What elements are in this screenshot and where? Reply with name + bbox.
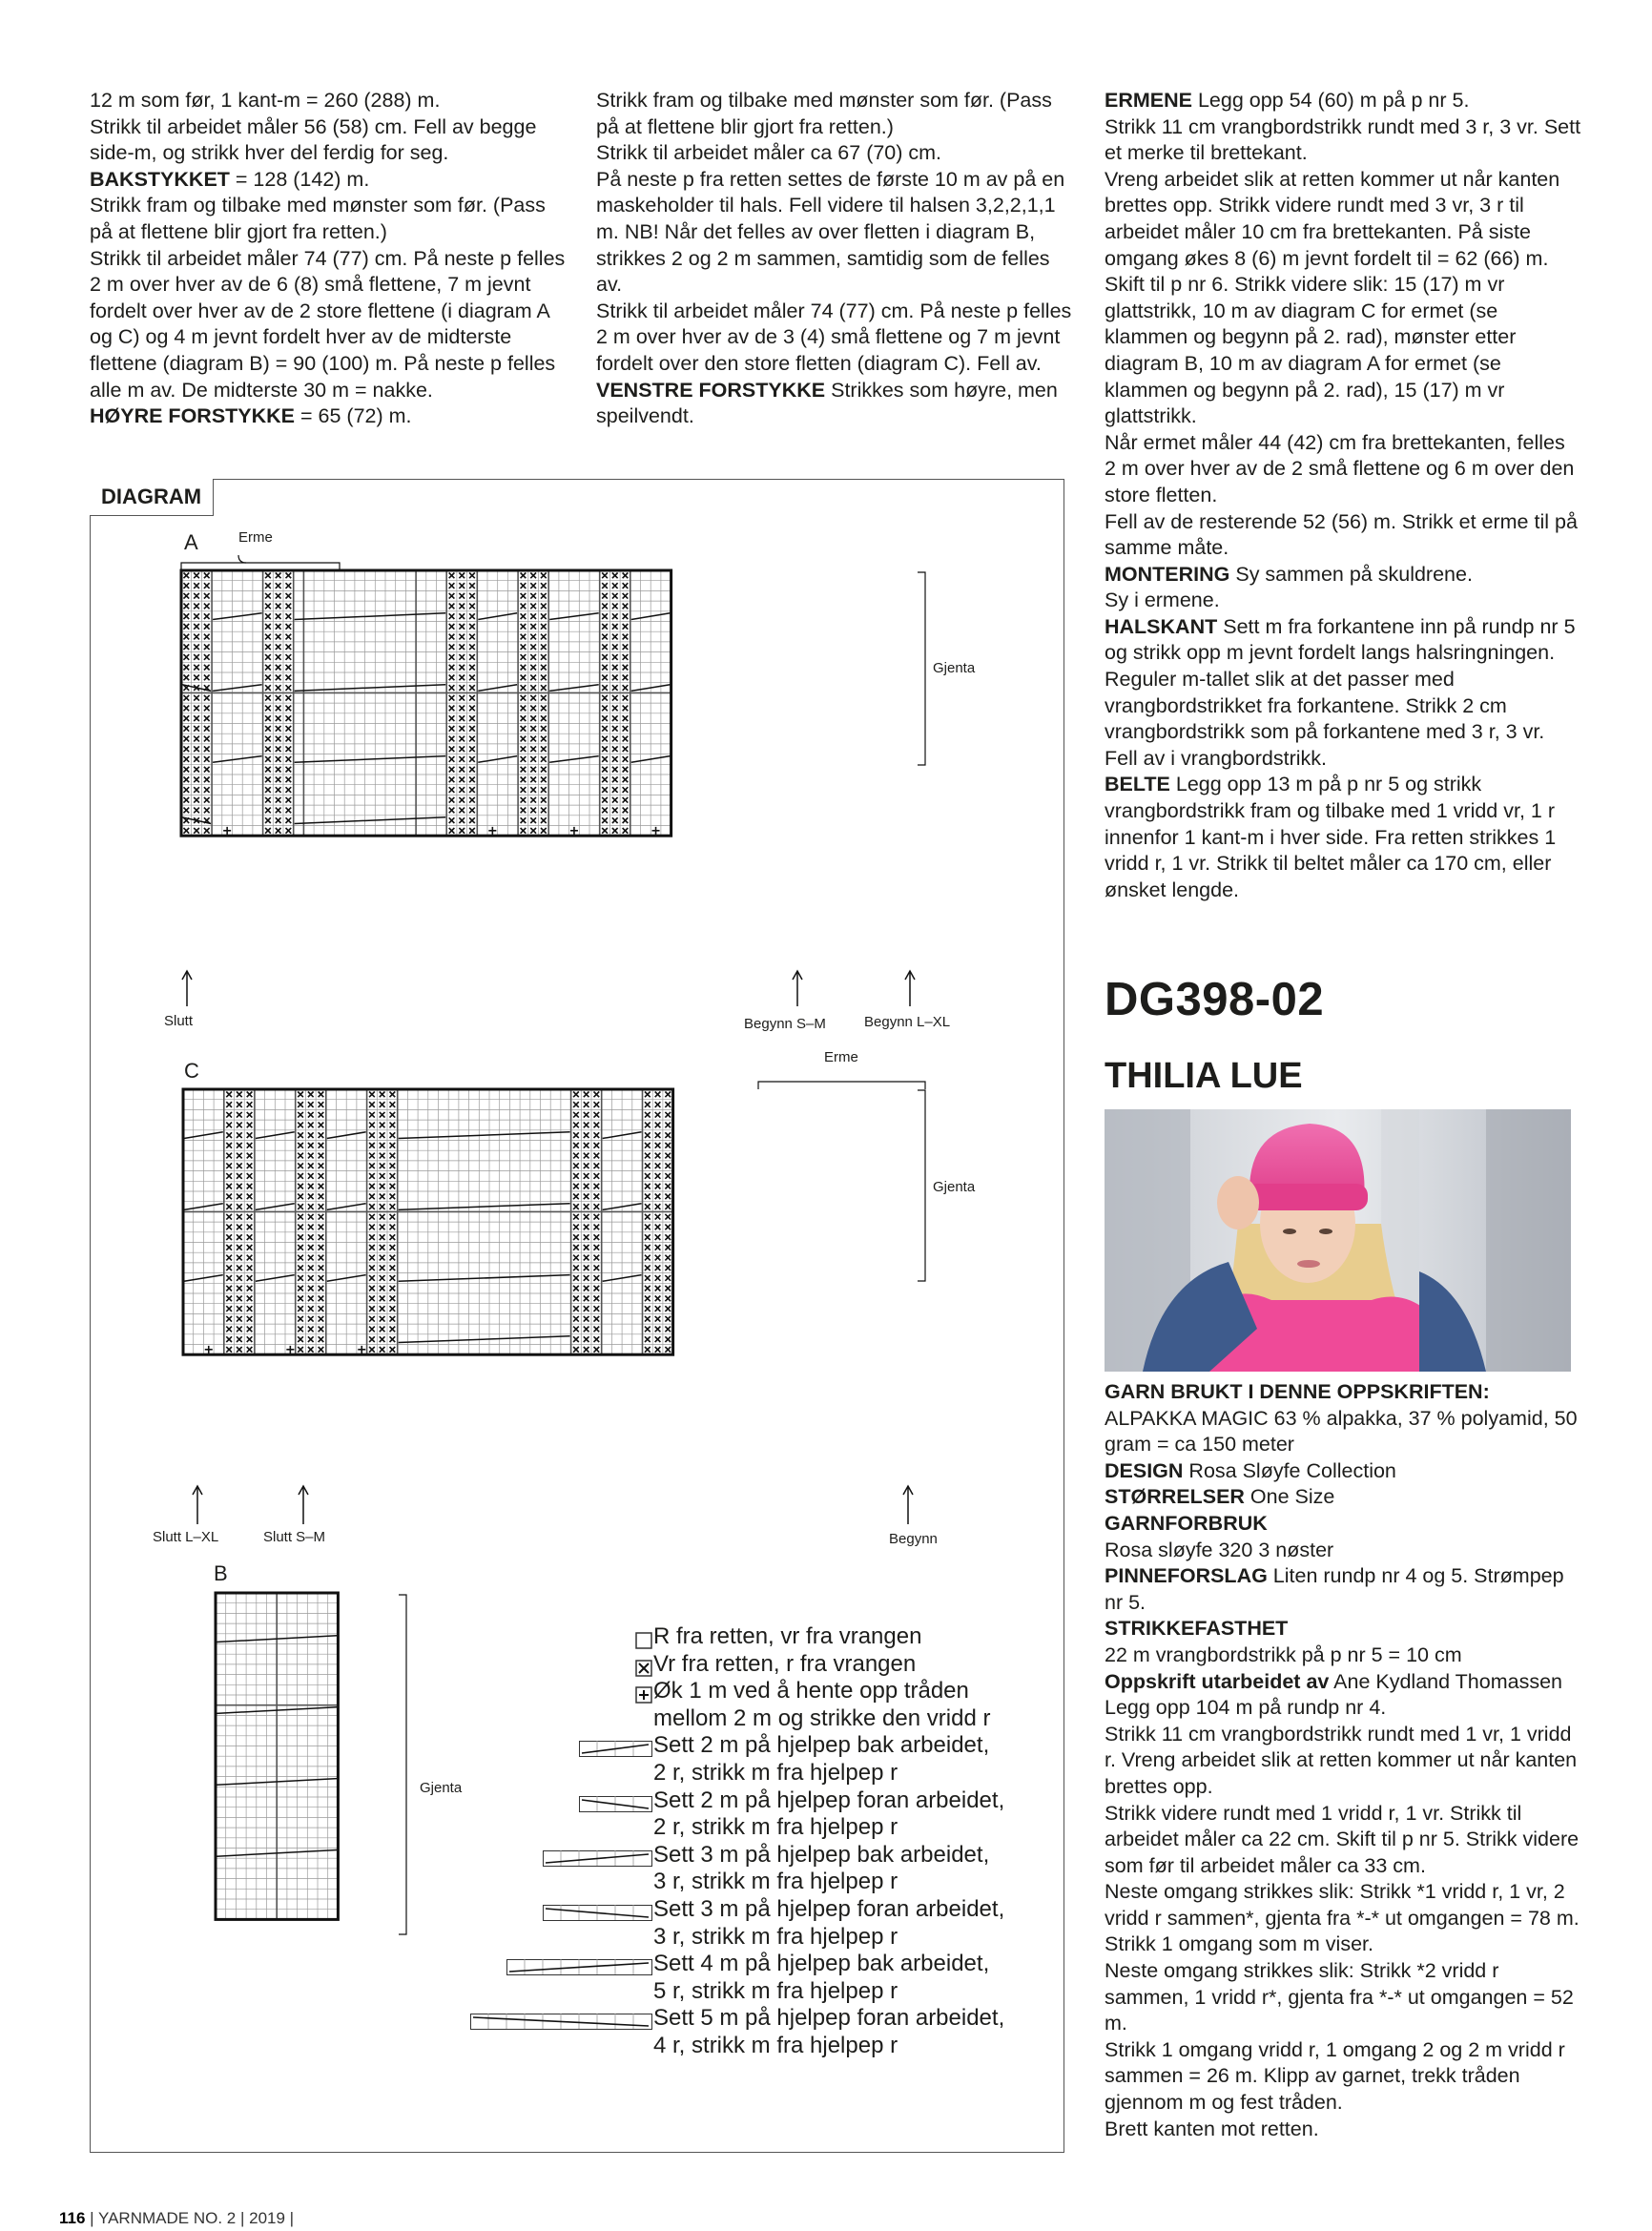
paragraph-text: Rosa sløyfe 320 3 nøster	[1105, 1538, 1334, 1561]
legend-text: Sett 3 m på hjelpep foran arbeidet,	[653, 1895, 1005, 1922]
diagram-legend	[515, 1623, 1049, 2060]
paragraph	[1105, 1695, 1581, 1722]
diagram-c-chart	[183, 1089, 673, 1354]
paragraph-text: Brett kanten mot retten.	[1105, 2117, 1319, 2140]
diagram-a-erme-label: Erme	[238, 529, 273, 546]
paragraph-text: Neste omgang strikkes slik: Strikk *1 vridd r, 1 vr, 2 vridd r sammen*, gjenta fra *-* ut omgangen = 78 m. Strikk 1 omgang som m viser.	[1105, 1880, 1580, 1956]
magazine-name: YARNMADE NO. 2	[98, 2209, 237, 2227]
legend-text: Vr fra retten, r fra vrangen	[653, 1650, 917, 1677]
arrow-begynn-l	[905, 971, 915, 1006]
diagram-a-begynn-s-label: Begynn S–M	[744, 1016, 826, 1032]
diagram-a-begynn-l-label: Begynn L–XL	[864, 1014, 951, 1030]
page-number: 116	[59, 2209, 86, 2227]
paragraph	[1105, 1801, 1581, 1880]
paragraph	[1105, 1484, 1581, 1511]
paragraph	[1105, 2037, 1581, 2117]
arrow-slutt	[182, 971, 192, 1006]
arrow-begynn	[903, 1486, 913, 1524]
paragraph-text: = 65 (72) m.	[295, 404, 412, 428]
diagram-b-chart	[216, 1593, 338, 1919]
legend-text-line2: 2 r, strikk m fra hjelpep r	[653, 1814, 898, 1841]
paragraph	[1105, 1642, 1581, 1669]
arrow-slutt-l	[193, 1486, 202, 1524]
cable-3-back-icon	[543, 1848, 653, 1875]
paragraph-text: = 128 (142) m.	[229, 167, 370, 191]
paragraph-heading: Oppskrift utarbeidet av	[1105, 1669, 1330, 1693]
paragraph-heading: STØRRELSER	[1105, 1485, 1245, 1509]
legend-text-line2: 5 r, strikk m fra hjelpep r	[653, 1977, 898, 2004]
paragraph-text: Sy sammen på skuldrene.	[1229, 562, 1473, 586]
paragraph-heading: BAKSTYKKET	[90, 167, 230, 191]
arrow-slutt-s	[299, 1486, 308, 1524]
paragraph-heading: DESIGN	[1105, 1458, 1184, 1482]
magazine-year: 2019	[249, 2209, 285, 2227]
paragraph	[1105, 1406, 1581, 1458]
legend-text: Sett 2 m på hjelpep foran arbeidet,	[653, 1787, 1005, 1813]
diagram-a-gjenta-label: Gjenta	[933, 660, 976, 676]
legend-item	[515, 2005, 1049, 2059]
paragraph-heading: GARNFORBRUK	[1105, 1511, 1268, 1535]
arrow-begynn-s	[793, 971, 802, 1006]
paragraph-text: 22 m vrangbordstrikk på p nr 5 = 10 cm	[1105, 1642, 1462, 1666]
legend-item	[515, 1951, 1049, 2005]
legend-item	[515, 1842, 1049, 1896]
paragraph-heading: BELTE	[1105, 773, 1170, 796]
hat-model-photo	[1105, 1109, 1571, 1372]
legend-text: Sett 4 m på hjelpep bak arbeidet,	[653, 1951, 990, 1977]
paragraph-text: Strikk videre rundt med 1 vridd r, 1 vr. Strikk til arbeidet måler ca 22 cm. Skift til p nr 5. Strikk videre som før til arbeidet måler ca 33 cm.	[1105, 1801, 1580, 1877]
diagram-a-slutt-label: Slutt	[164, 1013, 194, 1029]
paragraph-text: Strikk til arbeidet måler 56 (58) cm. Fell av begge side-m, og strikk hver del ferdig for seg.	[90, 114, 537, 165]
paragraph	[1105, 1879, 1581, 1958]
paragraph	[1105, 1538, 1581, 1564]
diagram-label: DIAGRAM	[90, 479, 214, 516]
paragraph-text: Legg opp 104 m på rundp nr 4.	[1105, 1696, 1387, 1720]
paragraph	[1105, 1616, 1581, 1642]
pattern-details-text	[1105, 1379, 1581, 2142]
paragraph-text: Skift til p nr 6. Strikk videre slik: 15 (17) m vr glattstrikk, 10 m av diagram C for ermet (se klammen og begynn på 2. rad), mønster etter diagram B, 10 m av diagram A for ermet (se klammen og begynn på 2. rad), 15 (17) m vr glattstrikk.	[1105, 273, 1517, 428]
cable-4-back-icon	[506, 1956, 653, 1984]
paragraph-text: Legg opp 13 m på p nr 5 og strikk vrangbordstrikk fram og tilbake med 1 vridd vr, 1 r innenfor 1 kant-m i hver side. Fra retten strikkes 1 vridd r, 1 vr. Strikk til beltet måler ca 170 cm, eller ønsket lengde.	[1105, 773, 1557, 901]
diagram-c-slutt-s-label: Slutt S–M	[263, 1529, 326, 1545]
paragraph-text: Strikk 1 omgang vridd r, 1 omgang 2 og 2 m vridd r sammen = 26 m. Klipp av garnet, trekk tråden gjennom m og fest tråden.	[1105, 2037, 1565, 2115]
paragraph-text: ALPAKKA MAGIC 63 % alpakka, 37 % polyamid, 50 gram = ca 150 meter	[1105, 1406, 1578, 1456]
cable-3-front-icon	[543, 1902, 653, 1930]
diagram-a-letter: A	[184, 530, 198, 554]
paragraph-heading: PINNEFORSLAG	[1105, 1564, 1268, 1588]
plus-square-icon	[635, 1684, 653, 1711]
paragraph-text: One Size	[1244, 1485, 1335, 1509]
diagram-c-begynn-label: Begynn	[889, 1531, 938, 1547]
paragraph-text: Sett m fra forkantene inn på rundp nr 5 og strikk opp m jevnt fordelt langs halsringningen. Reguler m-tallet slik at det passer med vrangbordstrikket fra forkantene. Strikk 2 cm vrangbordstrikk som på forkantene med 3 r, 3 vr. Fell av i vrangbordstrikk.	[1105, 614, 1576, 770]
pattern-code: DG398-02	[1105, 974, 1325, 1025]
legend-text-line2: 2 r, strikk m fra hjelpep r	[653, 1759, 898, 1786]
paragraph	[1105, 1722, 1581, 1801]
paragraph-text: Neste omgang strikkes slik: Strikk *2 vridd r sammen, 1 vridd r*, gjenta fra *-* ut omgangen = 52 m.	[1105, 1959, 1574, 2035]
diagram-c-slutt-l-label: Slutt L–XL	[153, 1529, 219, 1545]
paragraph-text: Legg opp 54 (60) m på p nr 5.	[1191, 89, 1470, 112]
diagram-a-chart	[181, 570, 671, 836]
legend-text: Øk 1 m ved å hente opp tråden	[653, 1678, 969, 1704]
paragraph-text: Strikk til arbeidet måler 74 (77) cm. På neste p felles 2 m over hver av de 6 (8) små flettene, 7 m jevnt fordelt over hver av de 2 store flettene (i diagram A og C) og 4 m jevnt fordelt hver av de midterste flettene (diagram B) = 90 (100) m. På neste p felles alle m av. De midterste 30 m = nakke.	[90, 246, 566, 402]
page-footer: 116 | YARNMADE NO. 2 | 2019 |	[59, 2209, 295, 2227]
legend-text: R fra retten, vr fra vrangen	[653, 1623, 922, 1649]
paragraph-heading: VENSTRE FORSTYKKE	[596, 378, 826, 402]
paragraph-heading: GARN BRUKT I DENNE OPPSKRIFTEN:	[1105, 1380, 1490, 1403]
paragraph	[1105, 1669, 1581, 1696]
paragraph-heading: MONTERING	[1105, 562, 1230, 586]
paragraph-text: Sy i ermene.	[1105, 589, 1220, 612]
legend-text: Sett 3 m på hjelpep bak arbeidet,	[653, 1841, 990, 1868]
cable-2-back-icon	[579, 1738, 653, 1766]
paragraph-text: Strikk 11 cm vrangbordstrikk rundt med 1 vr, 1 vridd r. Vreng arbeidet slik at retten kommer ut når kanten brettes opp.	[1105, 1722, 1578, 1798]
diagram-c-gjenta-label: Gjenta	[933, 1179, 976, 1195]
paragraph	[1105, 1958, 1581, 2037]
paragraph-text: Strikk til arbeidet måler 74 (77) cm. På neste p felles 2 m over hver av de 3 (4) små flettene og 7 m jevnt fordelt over den store fletten (diagram C). Fell av.	[596, 299, 1072, 375]
paragraph-text: Vreng arbeidet slik at retten kommer ut når kanten brettes opp. Strikk videre rundt med 3 vr, 3 r til arbeidet måler 10 cm fra brettekanten. På siste omgang økes 8 (6) m jevnt fordelt til = 62 (66) m.	[1105, 167, 1560, 270]
paragraph-heading: ERMENE	[1105, 89, 1192, 112]
paragraph-text: Strikk 11 cm vrangbordstrikk rundt med 3 r, 3 vr. Sett et merke til brettekant.	[1105, 114, 1581, 165]
paragraph-text: Ane Kydland Thomassen	[1329, 1669, 1562, 1693]
paragraph-text: Strikkes som høyre, men speilvendt.	[596, 378, 1058, 428]
paragraph-heading: STRIKKEFASTHET	[1105, 1617, 1289, 1641]
paragraph-text: Fell av de resterende 52 (56) m. Strikk et erme til på samme måte.	[1105, 509, 1578, 560]
legend-text-line2: 4 r, strikk m fra hjelpep r	[653, 2032, 898, 2058]
paragraph	[1105, 1511, 1581, 1538]
paragraph-text: 12 m som før, 1 kant-m = 260 (288) m.	[90, 89, 441, 112]
paragraph-heading: HALSKANT	[1105, 614, 1218, 638]
legend-item	[515, 1623, 1049, 1651]
paragraph	[1105, 1563, 1581, 1616]
paragraph-text: Strikk til arbeidet måler ca 67 (70) cm.	[596, 141, 942, 165]
diagram-c-erme-label: Erme	[824, 1049, 858, 1065]
legend-text: Sett 5 m på hjelpep foran arbeidet,	[653, 2005, 1005, 2032]
pattern-title: THILIA LUE	[1105, 1056, 1303, 1096]
paragraph-text: Strikk fram og tilbake med mønster som før. (Pass på at flettene blir gjort fra retten.)	[596, 89, 1052, 138]
legend-item	[515, 1787, 1049, 1842]
diagram-b-gjenta-label: Gjenta	[420, 1780, 463, 1796]
legend-text-line2: mellom 2 m og strikke den vridd r	[653, 1704, 991, 1731]
paragraph-text: Strikk fram og tilbake med mønster som før. (Pass på at flettene blir gjort fra retten.)	[90, 194, 546, 243]
cable-2-front-icon	[579, 1793, 653, 1821]
legend-item	[515, 1678, 1049, 1732]
legend-text-line2: 3 r, strikk m fra hjelpep r	[653, 1923, 898, 1950]
legend-text-line2: 3 r, strikk m fra hjelpep r	[653, 1869, 898, 1895]
paragraph	[1105, 2117, 1581, 2143]
legend-item	[515, 1732, 1049, 1787]
paragraph	[1105, 1379, 1581, 1406]
legend-text: Sett 2 m på hjelpep bak arbeidet,	[653, 1732, 990, 1759]
paragraph-text: Liten rundp nr 4 og 5. Strømpep nr 5.	[1105, 1564, 1564, 1614]
legend-item	[515, 1896, 1049, 1951]
legend-item	[515, 1651, 1049, 1679]
paragraph	[1105, 1458, 1581, 1485]
paragraph-text: Når ermet måler 44 (42) cm fra brettekanten, felles 2 m over hver av de 2 små flettene og 6 m over den store fletten.	[1105, 430, 1575, 506]
cable-5-front-icon	[470, 2011, 653, 2038]
diagram-b-letter: B	[214, 1561, 228, 1585]
paragraph-heading: HØYRE FORSTYKKE	[90, 404, 296, 428]
paragraph-text: Rosa Sløyfe Collection	[1183, 1458, 1396, 1482]
diagram-c-letter: C	[184, 1059, 199, 1083]
paragraph-text: På neste p fra retten settes de første 10 m av på en maskeholder til hals. Fell videre til halsen 3,2,2,1,1 m. NB! Når det felles av over fletten i diagram B, strikkes 2 og 2 m sammen, samtidig som de felles av.	[596, 167, 1065, 297]
